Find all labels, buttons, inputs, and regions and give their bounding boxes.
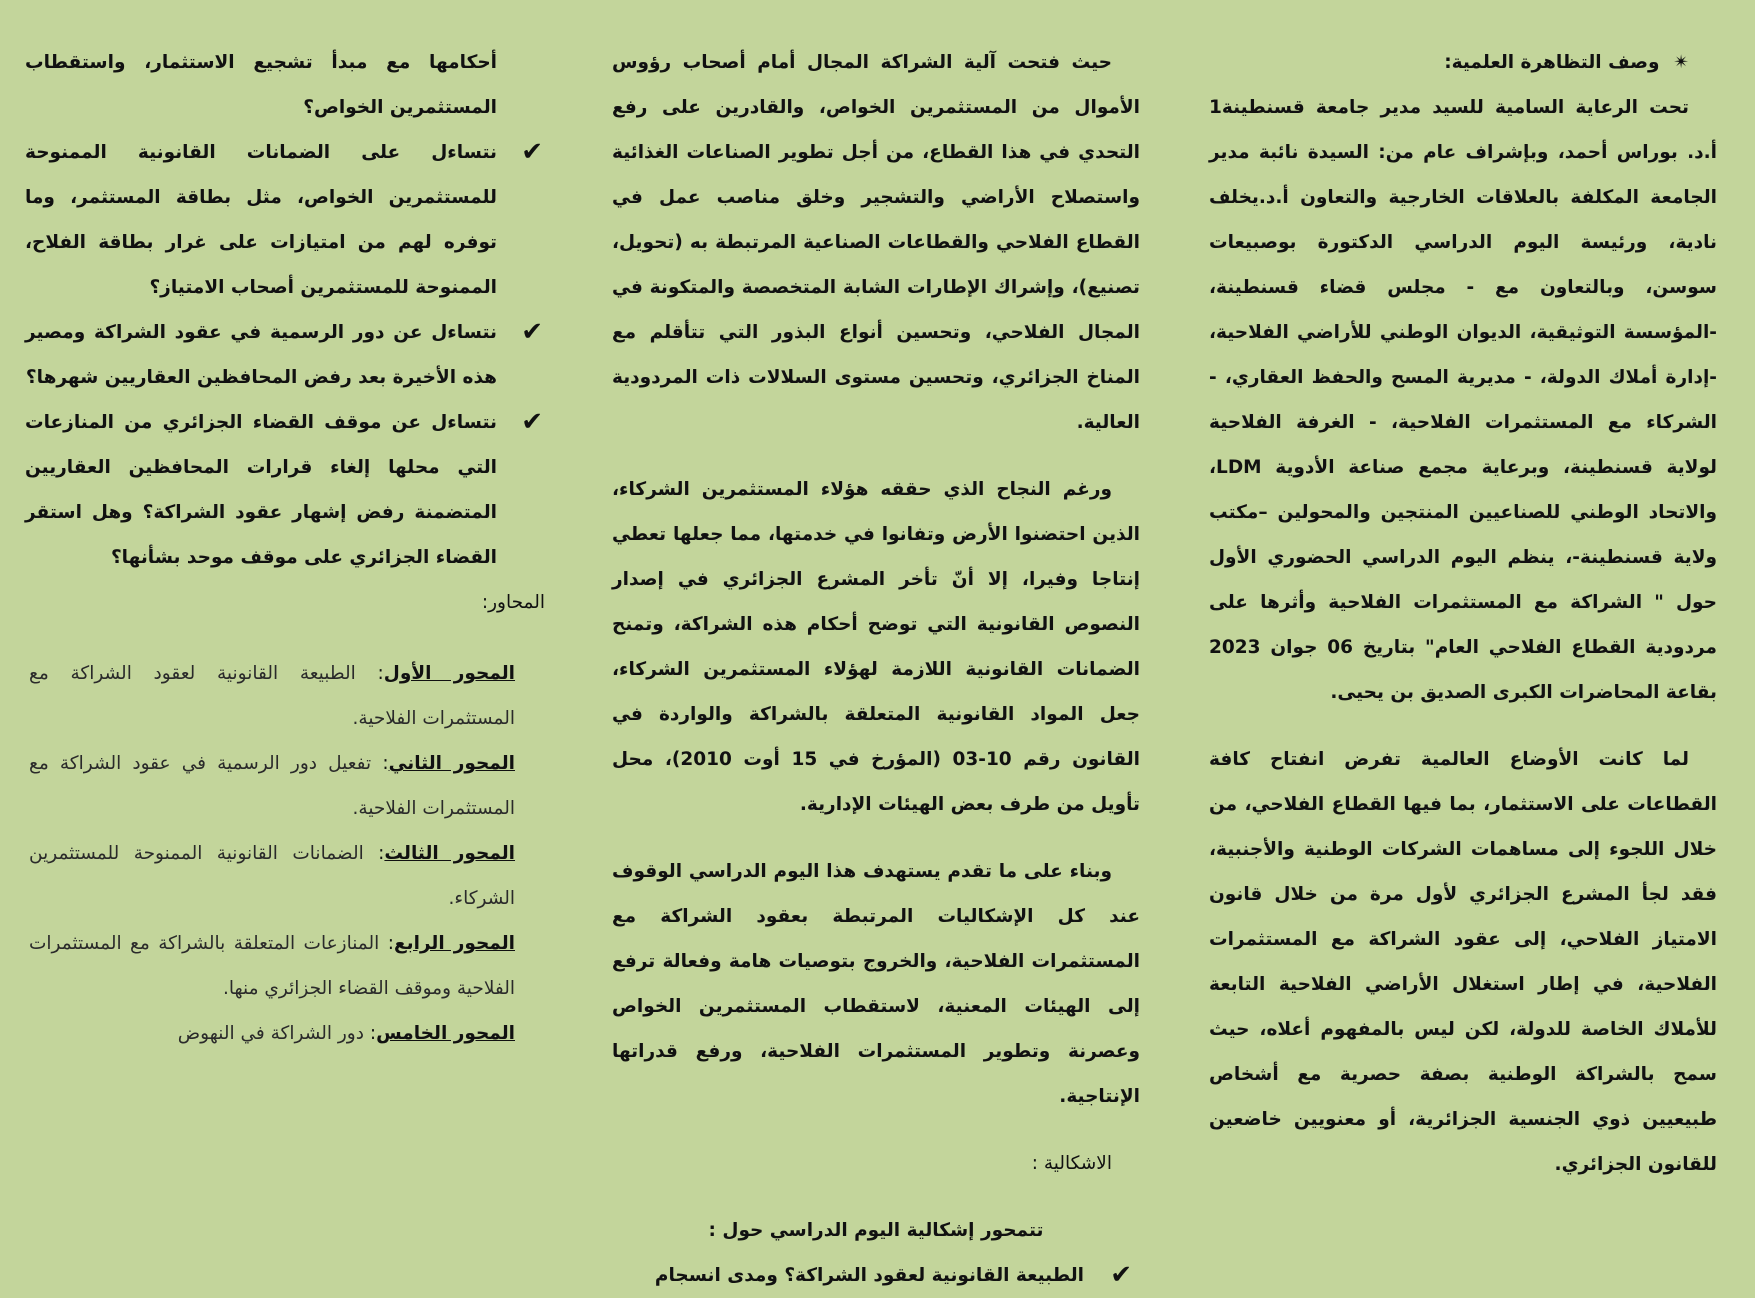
question-item-3 xyxy=(25,310,545,400)
axis-item-3-name: المحور الثالث xyxy=(384,843,516,864)
problem-label: الاشكالية : xyxy=(1031,1153,1112,1174)
axis-item-5: المحور الخامس: دور الشراكة في النهوض xyxy=(177,1023,515,1044)
question-item-1-text: الطبيعة القانونية لعقود الشراكة؟ ومدى انسجام xyxy=(654,1265,1084,1286)
axis-item-2: المحور الثاني: تفعيل دور الرسمية في عقود الشراكة مع المستثمرات الفلاحية. xyxy=(29,753,515,819)
axis-item-4: المحور الرابع: المنازعات المتعلقة بالشراكة مع المستثمرات الفلاحية وموقف القضاء الجزائري منها. xyxy=(29,933,515,999)
question-item-4 xyxy=(25,400,545,580)
axis-item-3-text: الضمانات القانونية الممنوحة للمستثمرين الشركاء. xyxy=(29,843,515,909)
question-item-1-continued: أحكامها مع مبدأ تشجيع الاستثمار، واستقطاب المستثمرين الخواص؟ xyxy=(25,52,497,118)
axis-item-2-text: تفعيل دور الرسمية في عقود الشراكة مع المستثمرات الفلاحية. xyxy=(29,753,515,819)
axis-item-4-text: المنازعات المتعلقة بالشراكة مع المستثمرات الفلاحية وموقف القضاء الجزائري منها. xyxy=(29,933,515,999)
description-paragraph-1: تحت الرعاية السامية للسيد مدير جامعة قسنطينة1 أ.د. بوراس أحمد، وبإشراف عام من: السيدة نائبة مدير الجامعة المكلفة بالعلاقات الخارجية والتعاون أ.د.يخلف نادية، ورئيسة اليوم الدراسي الدكتورة بوصبيعات سوسن، وبالتعاون مع - مجلس قضاء قسنطينة، -المؤسسة التوثيقية، الديوان الوطني للأراضي الفلاحية، -إدارة أملاك الدولة، - مديرية المسح والحفظ العقاري، - الشركاء مع المستثمرات الفلاحية، - الغرفة الفلاحية لولاية قسنطينة، وبرعاية مجمع صناعة الأدوية LDM، والاتحاد الوطني للصناعيين المنتجين والمحولين –مكتب ولاية قسنطينة-، ينظم اليوم الدراسي الحضوري الأول حول " الشراكة مع المستثمرات الفلاحية وأثرها على مردودية القطاع الفلاحي العام" بتاريخ 06 جوان 2023 بقاعة المحاضرات الكبرى الصديق بن يحيى. xyxy=(1209,97,1717,703)
question-item-2-text: نتساءل على الضمانات القانونية الممنوحة للمستثمرين الخواص، مثل بطاقة المستثمر، وما توفره لهم من امتيازات على غرار بطاقة الفلاح، الممنوحة للمستثمرين أصحاب الامتياز؟ xyxy=(25,142,497,298)
question-item-1 xyxy=(612,1253,1140,1298)
axis-item-3: المحور الثالث: الضمانات القانونية الممنوحة للمستثمرين الشركاء. xyxy=(29,843,516,909)
axis-item-1: المحور الأول: الطبيعة القانونية لعقود الشراكة مع المستثمرات الفلاحية. xyxy=(29,663,516,729)
description-heading xyxy=(1209,40,1717,85)
axis-item-1-text: الطبيعة القانونية لعقود الشراكة مع المستثمرات الفلاحية. xyxy=(29,663,515,729)
checkmark-icon: ✔ xyxy=(521,137,543,167)
column-context xyxy=(612,40,1140,1290)
checkmark-icon: ✔ xyxy=(521,317,543,347)
problem-intro: تتمحور إشكالية اليوم الدراسي حول : xyxy=(708,1220,1044,1241)
description-paragraph-2: لما كانت الأوضاع العالمية تفرض انفتاح كافة القطاعات على الاستثمار، بما فيها القطاع الفلاحي، من خلال اللجوء إلى مساهمات الشركات الوطنية والأجنبية، فقد لجأ المشرع الجزائري لأول مرة من خلال قانون الامتياز الفلاحي، إلى عقود الشراكة مع المستثمرات الفلاحية، في إطار استغلال الأراضي الفلاحية التابعة للأملاك الخاصة للدولة، لكن ليس بالمفهوم أعلاه، حيث سمح بالشراكة الوطنية بصفة حصرية مع أشخاص طبيعيين ذوي الجنسية الجزائرية، أو معنويين خاضعين للقانون الجزائري. xyxy=(1209,749,1717,1175)
context-paragraph-1: حيث فتحت آلية الشراكة المجال أمام أصحاب رؤوس الأموال من المستثمرين الخواص، والقادرين على رفع التحدي في هذا القطاع، من أجل تطوير الصناعات الغذائية واستصلاح الأراضي والتشجير وخلق مناصب عمل في القطاع الفلاحي والقطاعات الصناعية المرتبطة به (تحويل، تصنيع)، وإشراك الإطارات الشابة المتخصصة والمتكونة في المجال الفلاحي، وتحسين أنواع البذور التي تتأقلم مع المناخ الجزائري، وتحسين مستوى السلالات ذات المردودية العالية. xyxy=(612,52,1140,433)
axis-item-5-text: دور الشراكة في النهوض xyxy=(177,1023,364,1044)
description-heading-text: وصف التظاهرة العلمية: xyxy=(1444,52,1660,73)
checkmark-icon: ✔ xyxy=(1110,1260,1132,1290)
column-problems-axes xyxy=(25,40,545,1222)
context-paragraph-3: وبناء على ما تقدم يستهدف هذا اليوم الدراسي الوقوف عند كل الإشكاليات المرتبطة بعقود الشراكة مع المستثمرات الفلاحية، والخروج بتوصيات هامة وفعالة ترفع إلى الهيئات المعنية، لاستقطاب المستثمرين الخواص وعصرنة وتطوير المستثمرات الفلاحية، ورفع قدراتها الإنتاجية. xyxy=(612,861,1140,1107)
question-item-2 xyxy=(25,130,545,310)
axis-item-1-name: المحور الأول xyxy=(383,663,516,684)
star-bullet-icon: ✴ xyxy=(1673,52,1689,73)
axis-item-2-name: المحور الثاني xyxy=(388,753,515,774)
context-paragraph-2: ورغم النجاح الذي حققه هؤلاء المستثمرين الشركاء، الذين احتضنوا الأرض وتفانوا في خدمتها، مما جعلها تعطي إنتاجا وفيرا، إلا أنّ تأخر المشرع الجزائري في إصدار النصوص القانونية التي توضح أحكام هذه الشراكة، وتمنح الضمانات القانونية اللازمة لهؤلاء المستثمرين الشركاء، جعل المواد القانونية المتعلقة بالشراكة والواردة في القانون رقم 10-03 (المؤرخ في 15 أوت 2010)، محل تأويل من طرف بعض الهيئات الإدارية. xyxy=(612,479,1140,815)
axis-item-5-name: المحور الخامس xyxy=(376,1023,515,1044)
checkmark-icon: ✔ xyxy=(521,407,543,437)
column-description xyxy=(1209,40,1717,1222)
question-item-3-text: نتساءل عن دور الرسمية في عقود الشراكة ومصير هذه الأخيرة بعد رفض المحافظين العقاريين شهرها؟ xyxy=(25,322,497,388)
axis-item-4-name: المحور الرابع xyxy=(393,933,515,954)
axes-label: المحاور: xyxy=(481,592,545,613)
question-item-4-text: نتساءل عن موقف القضاء الجزائري من المنازعات التي محلها إلغاء قرارات المحافظين العقاريين المتضمنة رفض إشهار عقود الشراكة؟ وهل استقر القضاء الجزائري على موقف موحد بشأنها؟ xyxy=(25,412,497,568)
